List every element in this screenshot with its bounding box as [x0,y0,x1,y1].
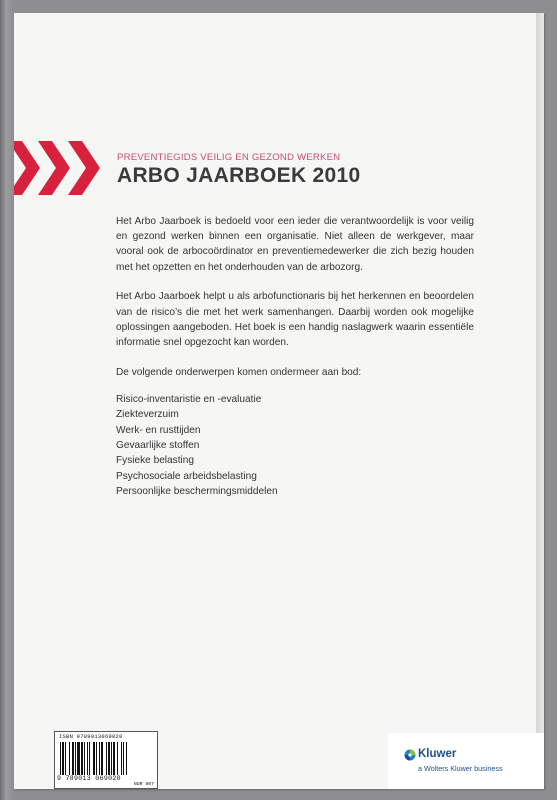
publisher-logo-block [388,733,544,789]
series-kicker: PREVENTIEGIDS VEILIG EN GEZOND WERKEN [117,152,341,163]
topics-intro: De volgende onderwerpen komen ondermeer aan bod: [116,366,362,378]
barcode-bar [77,742,80,775]
book-title: ARBO JAARBOEK 2010 [117,164,361,187]
blurb-paragraph-2: Het Arbo Jaarboek helpt u als arbofunctionaris bij het herkennen en beoordelen van de risico’s die met het werk samenhangen. Daarbij worden ook mogelijke oplossingen aangeboden. Het boek is een handig naslagwerk waarin essentiële informatie snel opgezocht kan worden. [116,291,474,348]
barcode-bar [126,742,127,775]
barcode-bar [87,742,88,775]
isbn-barcode [54,731,158,789]
isbn-label: ISBN 9789013069020 [59,734,123,740]
nur-code: NUR 807 [133,782,154,787]
barcode-bar [111,742,112,775]
list-item: Gevaarlijke stoffen [116,440,200,452]
barcode-bar [65,742,66,775]
barcode-bar [101,742,103,775]
barcode-bar [93,742,95,775]
list-item: Risico-inventaristie en -evaluatie [116,393,262,405]
publisher-name: Kluwer [418,748,457,760]
barcode-bar [108,742,110,775]
barcode-bar [117,742,118,775]
barcode-bar [121,742,122,775]
barcode-bar [72,742,74,775]
list-item: Werk- en rusttijden [116,424,201,436]
list-item: Persoonlijke beschermingsmiddelen [116,486,278,498]
barcode-bar [69,742,70,775]
blurb [116,214,474,500]
barcode-bar [96,742,97,775]
list-item: Fysieke belasting [116,455,194,467]
publisher-tagline: a Wolters Kluwer business [418,764,503,773]
barcode-bar [106,742,107,775]
barcode-bar [123,742,124,775]
cover-edge-strip [536,13,544,789]
barcode-bar [75,742,76,775]
barcode-bar [60,742,61,775]
list-item: Ziekteverzuim [116,409,179,421]
barcode-bar [113,742,115,775]
barcode-bar [89,742,90,775]
barcode-icon [59,742,153,775]
list-item: Psychosociale arbeidsbelasting [116,470,257,482]
barcode-bar [81,742,83,775]
back-cover [14,13,544,789]
barcode-bar [99,742,100,775]
barcode-bar [84,742,85,775]
blurb-paragraph-1: Het Arbo Jaarboek is bedoeld voor een ieder die verantwoordelijk is voor veilig en gezond werken binnen een organisatie. Niet alleen de werkgever, maar vooral ook de arbocoördinator en preventiemedewerker die zich bezig houden met het opzetten en het onderhouden van de arbozorg. [116,216,474,273]
chevron-arrows-icon [14,141,114,195]
barcode-bar [62,742,64,775]
kluwer-globe-icon [404,749,416,761]
barcode-digits: 9 789013 069020 [57,775,121,782]
topics-list [116,392,474,500]
